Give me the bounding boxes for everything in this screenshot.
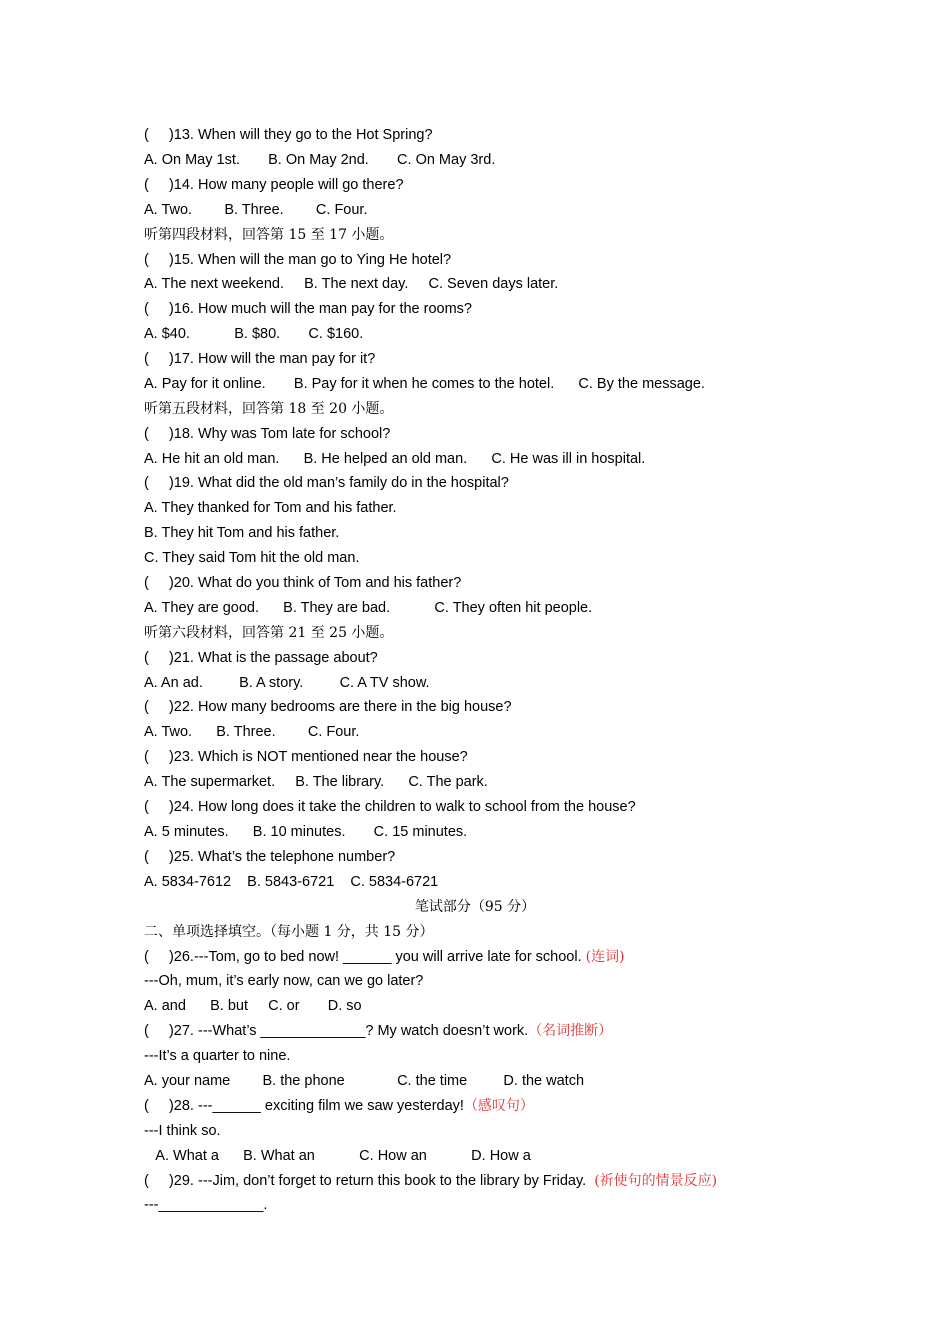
q22-options: A. Two. B. Three. C. Four.: [144, 724, 360, 740]
q16-stem: ( )16. How much will the man pay for the rooms?: [144, 301, 472, 317]
section-2-title: 二、单项选择填空。（每小题 1 分，共 15 分）: [144, 924, 434, 940]
q24-options: A. 5 minutes. B. 10 minutes. C. 15 minutes.: [144, 824, 468, 840]
q13-options: A. On May 1st. B. On May 2nd. C. On May 3rd.: [144, 152, 496, 168]
q18-options: A. He hit an old man. B. He helped an old man. C. He was ill in hospital.: [144, 451, 646, 467]
q19-option-c: C. They said Tom hit the old man.: [144, 550, 360, 566]
q25-stem: ( )25. What’s the telephone number?: [144, 849, 396, 865]
q26-reply: ---Oh, mum, it’s early now, can we go later?: [144, 973, 424, 989]
q19-option-b: B. They hit Tom and his father.: [144, 525, 340, 541]
section-5-instruction: 听第五段材料，回答第 18 至 20 小题。: [144, 401, 394, 417]
q21-stem: ( )21. What is the passage about?: [144, 650, 378, 666]
written-section-header: 笔试部分（95 分）: [414, 899, 536, 915]
q26-tag: (连词): [585, 949, 625, 965]
q14-options: A. Two. B. Three. C. Four.: [144, 202, 368, 218]
q22-stem: ( )22. How many bedrooms are there in the big house?: [144, 699, 512, 715]
q23-stem: ( )23. Which is NOT mentioned near the house?: [144, 749, 468, 765]
q29-text: ( )29. ---Jim, don’t forget to return this book to the library by Friday.: [144, 1173, 595, 1189]
q17-options: A. Pay for it online. B. Pay for it when he comes to the hotel. C. By the message.: [144, 376, 705, 392]
q13-stem: ( )13. When will they go to the Hot Spring?: [144, 127, 433, 143]
q27-options: A. your name B. the phone C. the time D. the watch: [144, 1073, 585, 1089]
q28-options: A. What a B. What an C. How an D. How a: [144, 1148, 531, 1164]
q14-stem: ( )14. How many people will go there?: [144, 177, 404, 193]
q28-reply: ---I think so.: [144, 1123, 221, 1139]
section-4-instruction: 听第四段材料，回答第 15 至 17 小题。: [144, 227, 394, 243]
q27-reply: ---It’s a quarter to nine.: [144, 1048, 291, 1064]
q20-stem: ( )20. What do you think of Tom and his father?: [144, 575, 462, 591]
q26-stem: [144, 947, 625, 967]
q21-options: A. An ad. B. A story. C. A TV show.: [144, 675, 430, 691]
q28-tag: （感叹句）: [463, 1098, 534, 1114]
q18-stem: ( )18. Why was Tom late for school?: [144, 426, 391, 442]
q27-text: ( )27. ---What’s _____________? My watch doesn’t work.: [144, 1023, 529, 1039]
q29-reply: ---_____________.: [144, 1197, 268, 1213]
q15-stem: ( )15. When will the man go to Ying He hotel?: [144, 252, 452, 268]
q29-stem: [144, 1171, 717, 1191]
q28-stem: [144, 1096, 534, 1116]
q27-stem: [144, 1021, 612, 1041]
q28-text: ( )28. ---______ exciting film we saw yesterday!: [144, 1098, 464, 1114]
q23-options: A. The supermarket. B. The library. C. The park.: [144, 774, 488, 790]
q29-tag: (祈使句的情景反应): [594, 1173, 718, 1189]
q20-options: A. They are good. B. They are bad. C. They often hit people.: [144, 600, 593, 616]
q27-tag: （名词推断）: [528, 1023, 613, 1039]
q26-options: A. and B. but C. or D. so: [144, 998, 362, 1014]
q26-text: ( )26.---Tom, go to bed now! ______ you will arrive late for school.: [144, 949, 586, 965]
q16-options: A. $40. B. $80. C. $160.: [144, 326, 364, 342]
q19-option-a: A. They thanked for Tom and his father.: [144, 500, 397, 516]
q19-stem: ( )19. What did the old man’s family do in the hospital?: [144, 475, 509, 491]
q25-options: A. 5834-7612 B. 5843-6721 C. 5834-6721: [144, 874, 439, 890]
q15-options: A. The next weekend. B. The next day. C. Seven days later.: [144, 276, 559, 292]
q17-stem: ( )17. How will the man pay for it?: [144, 351, 376, 367]
q24-stem: ( )24. How long does it take the children to walk to school from the house?: [144, 799, 636, 815]
section-6-instruction: 听第六段材料，回答第 21 至 25 小题。: [144, 625, 394, 641]
